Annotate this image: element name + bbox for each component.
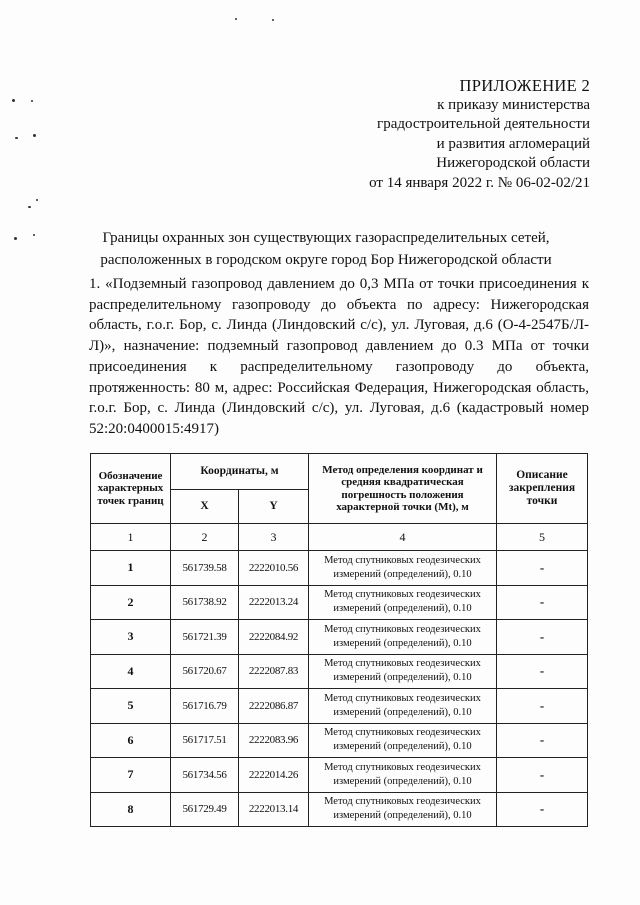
- column-number: 1: [91, 524, 171, 551]
- method-text: Метод спутниковых геодезических измерений (определений), 0.10: [309, 758, 497, 793]
- appendix-line: к приказу министерства: [437, 96, 590, 113]
- y-coordinate: 2222014.26: [239, 758, 309, 793]
- title-line: Границы охранных зон существующих газораспределительных сетей,: [102, 230, 550, 246]
- method-text: Метод спутниковых геодезических измерений (определений), 0.10: [309, 551, 497, 586]
- scan-speck: [28, 206, 31, 208]
- y-coordinate: 2222087.83: [239, 654, 309, 689]
- y-coordinate: 2222084.92: [239, 620, 309, 655]
- table-row: [91, 654, 588, 689]
- description-text: -: [497, 758, 588, 793]
- point-number: 6: [91, 723, 171, 758]
- description-text: -: [497, 654, 588, 689]
- method-text: Метод спутниковых геодезических измерений (определений), 0.10: [309, 689, 497, 724]
- appendix-line: градостроительной деятельности: [377, 116, 590, 132]
- x-coordinate: 561720.67: [171, 654, 239, 689]
- point-number: 2: [91, 585, 171, 620]
- scan-speck: [12, 99, 15, 102]
- description-text: -: [497, 792, 588, 827]
- description-text: -: [497, 551, 588, 586]
- header-x: X: [171, 490, 239, 524]
- description-text: -: [497, 620, 588, 655]
- y-coordinate: 2222083.96: [239, 723, 309, 758]
- method-text: Метод спутниковых геодезических измерений (определений), 0.10: [309, 585, 497, 620]
- table-row: [91, 723, 588, 758]
- table-row: [91, 792, 588, 827]
- x-coordinate: 561716.79: [171, 689, 239, 724]
- y-coordinate: 2222013.14: [239, 792, 309, 827]
- header-description: Описание закрепления точки: [497, 454, 588, 524]
- scan-speck: [36, 199, 38, 201]
- header-point: Обозначение характерных точек границ: [91, 454, 171, 524]
- header-coords: Координаты, м: [171, 454, 309, 490]
- column-number: 4: [309, 524, 497, 551]
- scan-speck: [272, 19, 274, 21]
- object-description: 1. «Подземный газопровод давлением до 0,3 МПа от точки присоединения к распределительному газопроводу до объекта по адресу: Нижегородская область, г.о.г. Бор, с. Линда (Линдовский с/с), ул. Луговая, д.6 (О-4-2547Б/Л-Л)», назначение: подземный газопровод давлением до 0.3 МПа от точки присоединения к распределительному газопроводу до объекта, протяженность: 80 м, адрес: Российская Федерация, Нижегородская область, г.о.г. Бор, с. Линда (Линдовский с/с), ул. Луговая, д.6 (кадастровый номер 52:20:0400015:4917): [89, 276, 589, 437]
- description-text: -: [497, 689, 588, 724]
- x-coordinate: 561738.92: [171, 585, 239, 620]
- table-row: [91, 620, 588, 655]
- description-text: -: [497, 585, 588, 620]
- column-number-row: [91, 524, 588, 551]
- point-number: 4: [91, 654, 171, 689]
- x-coordinate: 561739.58: [171, 551, 239, 586]
- method-text: Метод спутниковых геодезических измерений (определений), 0.10: [309, 620, 497, 655]
- appendix-block: [300, 76, 590, 193]
- appendix-line: от 14 января 2022 г. № 06-02-02/21: [369, 174, 590, 191]
- point-number: 1: [91, 551, 171, 586]
- x-coordinate: 561721.39: [171, 620, 239, 655]
- table-row: [91, 689, 588, 724]
- scan-speck: [31, 100, 33, 102]
- method-text: Метод спутниковых геодезических измерений (определений), 0.10: [309, 792, 497, 827]
- title-line: расположенных в городском округе город Бор Нижегородской области: [100, 252, 552, 268]
- y-coordinate: 2222086.87: [239, 689, 309, 724]
- point-number: 3: [91, 620, 171, 655]
- description-text: -: [497, 723, 588, 758]
- coordinates-table: [90, 453, 588, 827]
- document-title: [86, 227, 566, 271]
- y-coordinate: 2222010.56: [239, 551, 309, 586]
- scan-speck: [14, 237, 17, 240]
- y-coordinate: 2222013.24: [239, 585, 309, 620]
- header-y: Y: [239, 490, 309, 524]
- scan-speck: [33, 234, 35, 236]
- point-number: 8: [91, 792, 171, 827]
- column-number: 2: [171, 524, 239, 551]
- scan-speck: [33, 134, 36, 137]
- column-number: 5: [497, 524, 588, 551]
- scan-speck: [235, 18, 237, 20]
- table-row: [91, 551, 588, 586]
- x-coordinate: 561729.49: [171, 792, 239, 827]
- x-coordinate: 561717.51: [171, 723, 239, 758]
- header-method: Метод определения координат и средняя квадратическая погрешность положения характерной точки (Mt), м: [309, 454, 497, 524]
- point-number: 5: [91, 689, 171, 724]
- appendix-line: Нижегородской области: [436, 155, 590, 171]
- appendix-line: и развития агломераций: [436, 135, 590, 152]
- x-coordinate: 561734.56: [171, 758, 239, 793]
- column-number: 3: [239, 524, 309, 551]
- table-header-row: [91, 454, 588, 490]
- appendix-heading: ПРИЛОЖЕНИЕ 2: [459, 76, 590, 95]
- scan-speck: [15, 137, 18, 139]
- method-text: Метод спутниковых геодезических измерений (определений), 0.10: [309, 723, 497, 758]
- table-row: [91, 585, 588, 620]
- method-text: Метод спутниковых геодезических измерений (определений), 0.10: [309, 654, 497, 689]
- table-row: [91, 758, 588, 793]
- point-number: 7: [91, 758, 171, 793]
